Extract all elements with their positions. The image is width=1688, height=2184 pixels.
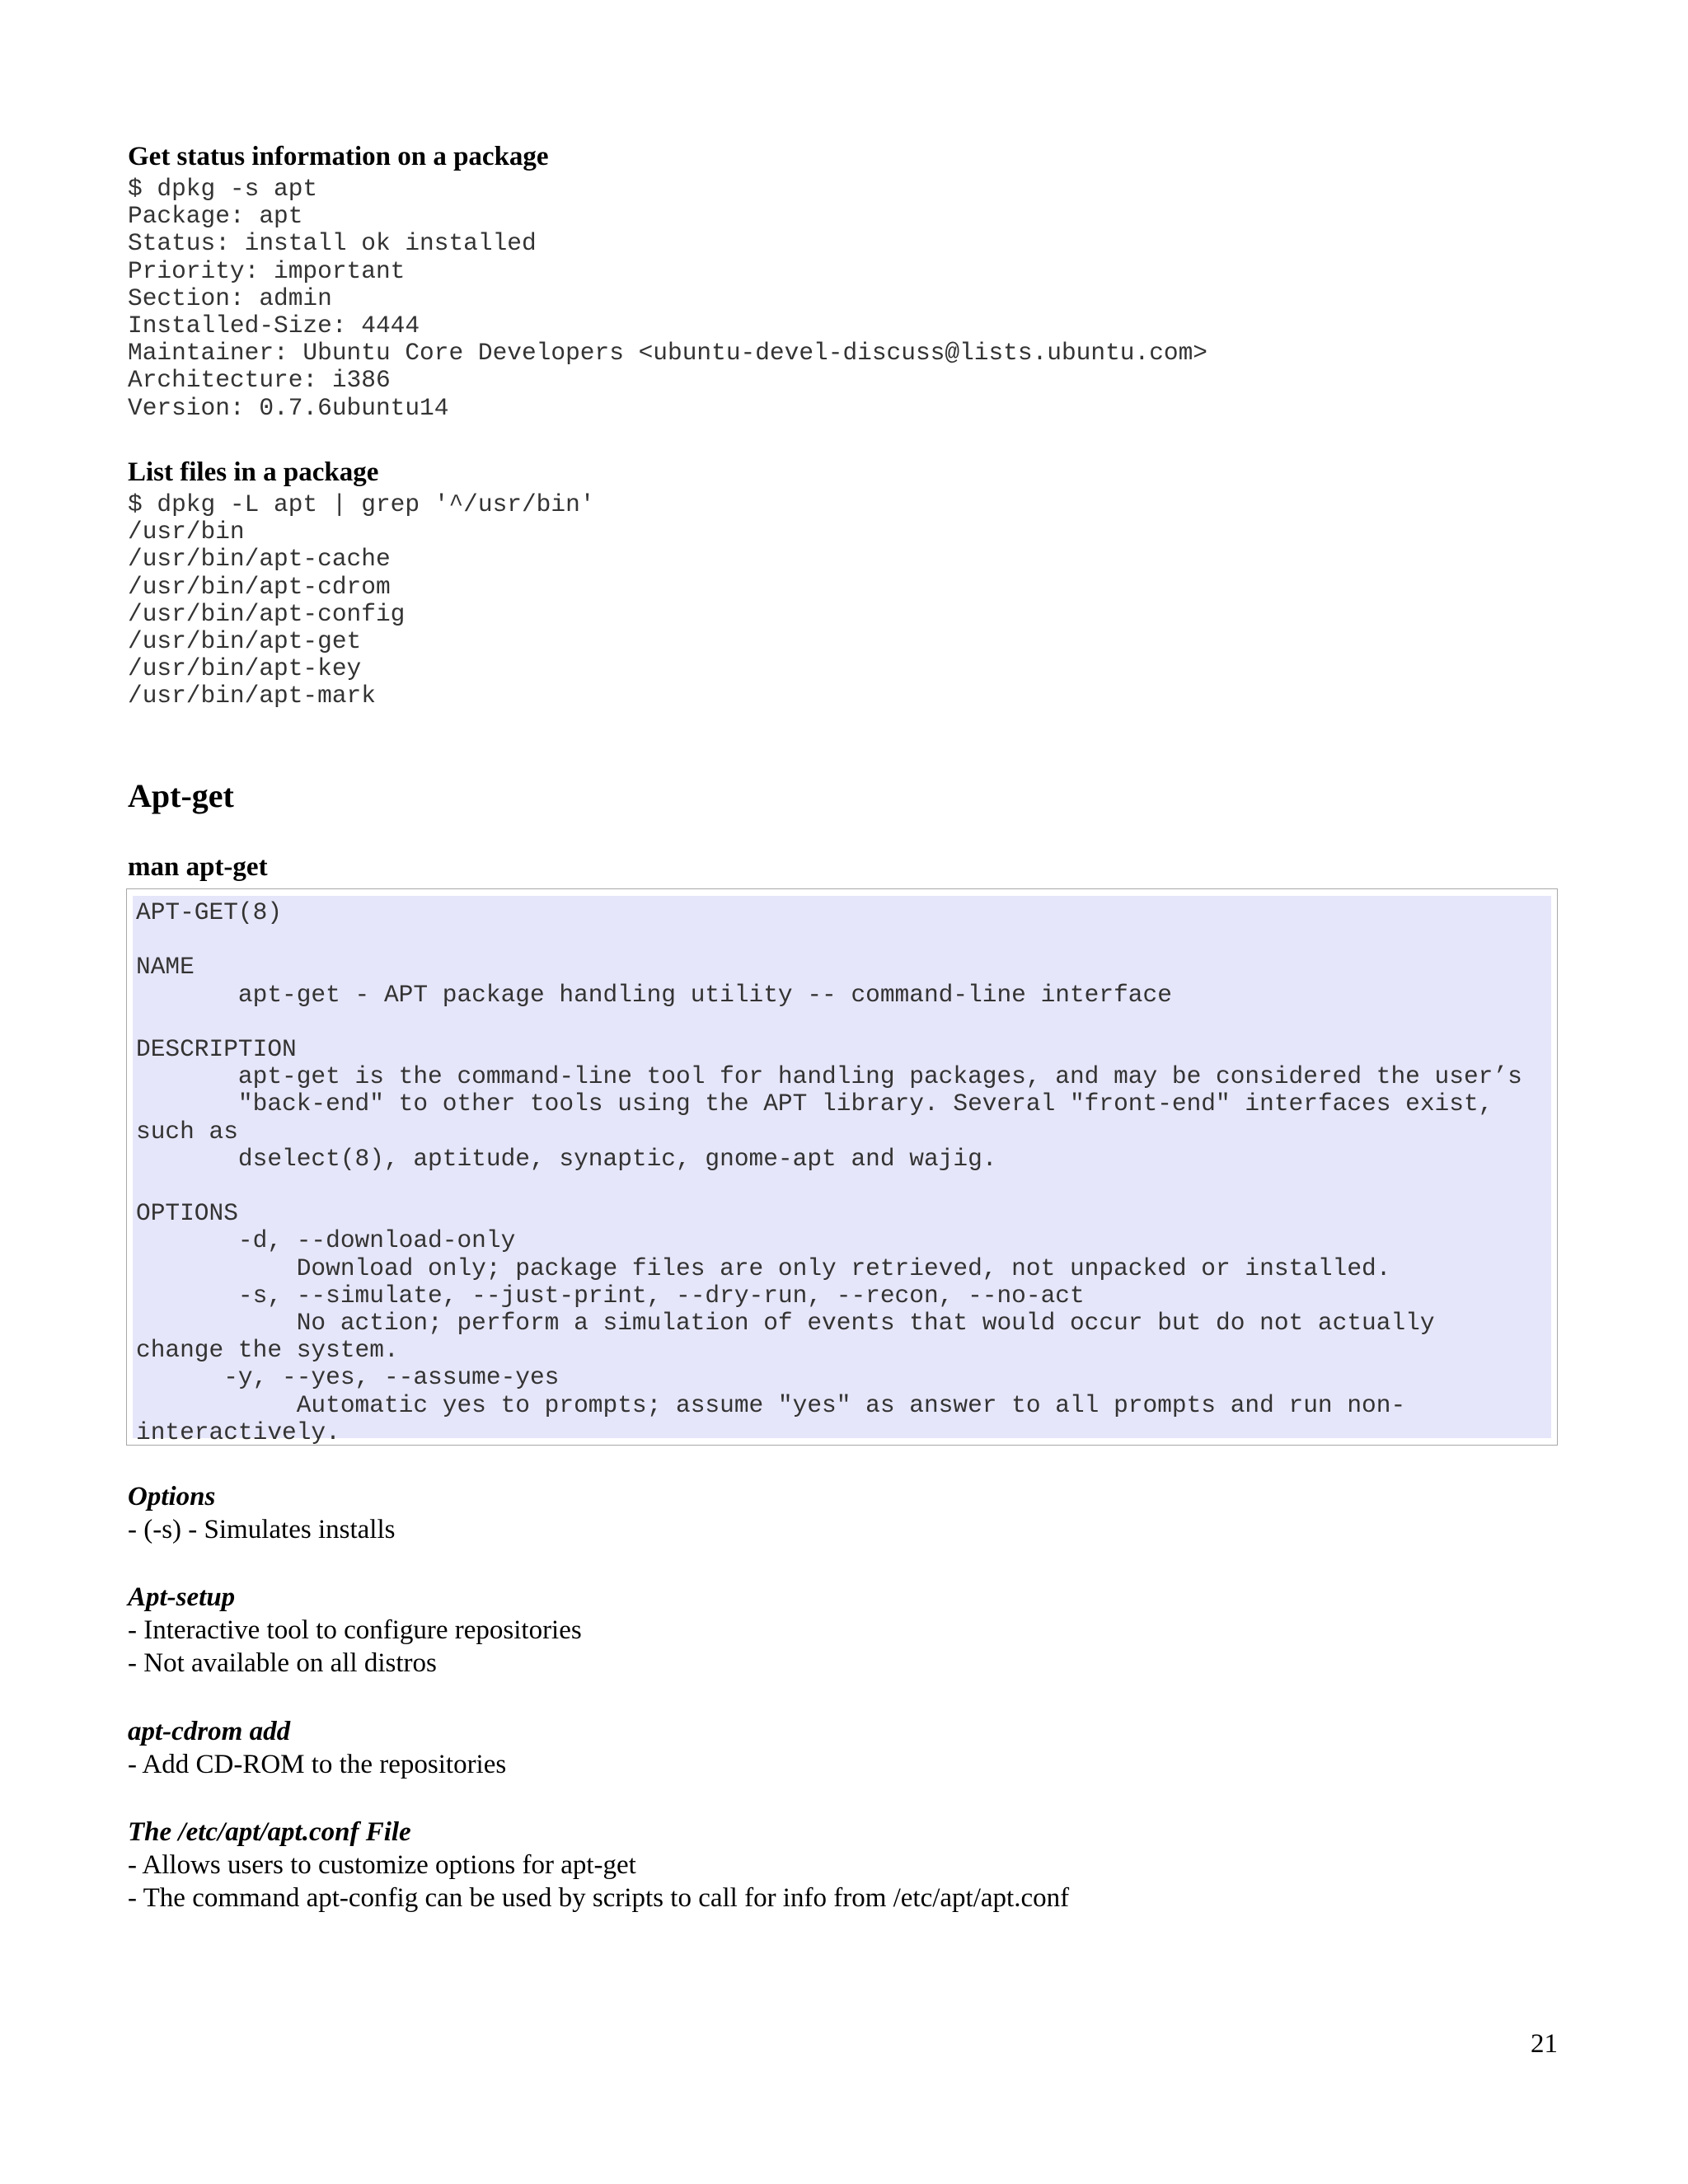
status-heading: Get status information on a package bbox=[128, 142, 549, 171]
apt-get-title: Apt-get bbox=[128, 777, 234, 814]
man-apt-get-heading: man apt-get bbox=[128, 852, 268, 882]
apt-cdrom-heading: apt-cdrom add bbox=[128, 1717, 291, 1746]
man-page-box bbox=[126, 888, 1558, 1446]
apt-setup-item: - Interactive tool to configure repositories bbox=[128, 1615, 582, 1645]
apt-setup-item: - Not available on all distros bbox=[128, 1648, 437, 1678]
apt-conf-item: - The command apt-config can be used by scripts to call for info from /etc/apt/apt.conf bbox=[128, 1883, 1070, 1913]
list-files-heading: List files in a package bbox=[128, 457, 379, 487]
apt-cdrom-item: - Add CD-ROM to the repositories bbox=[128, 1750, 507, 1779]
apt-setup-heading: Apt-setup bbox=[128, 1582, 236, 1612]
apt-conf-heading: The /etc/apt/apt.conf File bbox=[128, 1817, 411, 1847]
options-item: - (-s) - Simulates installs bbox=[128, 1515, 396, 1544]
apt-conf-item: - Allows users to customize options for apt-get bbox=[128, 1850, 636, 1880]
man-page-background bbox=[133, 896, 1551, 1446]
options-heading: Options bbox=[128, 1482, 216, 1511]
status-code-block: $ dpkg -s apt Package: apt Status: install ok installed Priority: important Section: admin Installed-Size: 4444 Maintainer: Ubuntu Core Developers <ubuntu-devel-discuss@lists.ubuntu.com> Architecture: i386 Version: 0.7.6ubuntu14 bbox=[128, 175, 1208, 422]
page-number: 21 bbox=[1531, 2029, 1558, 2059]
list-files-code-block: $ dpkg -L apt | grep '^/usr/bin' /usr/bin /usr/bin/apt-cache /usr/bin/apt-cdrom /usr/bin/apt-config /usr/bin/apt-get /usr/bin/apt-key /usr/bin/apt-mark bbox=[128, 490, 595, 710]
man-page-text: APT-GET(8) NAME apt-get - APT package handling utility -- command-line interface DESCRIPTION apt-get is the command-line tool for handling packages, and may be considered the user’s "back-end" to other tools using the APT library. Several "front-end" interfaces exist, such as dselect(8), aptitude, synaptic, gnome-apt and wajig. OPTIONS -d, --download-only Download only; package files are only retrieved, not unpacked or installed. -s, --simulate, --just-print, --dry-run, --recon, --no-act No action; perform a simulation of events that would occur but do not actually change the system. -y, --yes, --assume-yes Automatic yes to prompts; assume "yes" as answer to all prompts and run non- interactively. bbox=[136, 898, 1522, 1446]
